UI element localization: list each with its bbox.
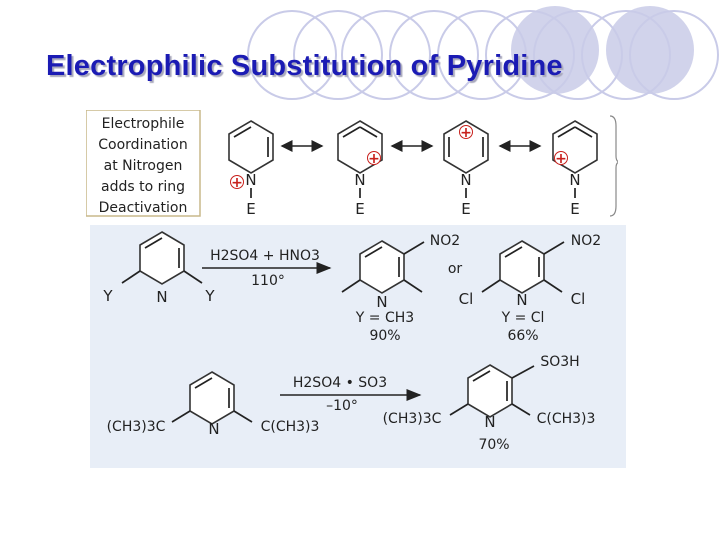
note-line: at Nitrogen [103,158,183,174]
or-label: or [447,261,463,277]
note-line: Deactivation [98,200,188,216]
plus-sign: + [368,151,380,167]
electrophile-label: E [461,200,471,218]
product-yield: 66% [507,328,539,344]
reagent-line-1: H2SO4 + HNO3 [210,248,320,264]
reactant-2 [107,372,320,438]
electrophile-label: E [355,200,365,218]
note-line: adds to ring [100,179,186,195]
resonance-structure-1 [229,121,273,218]
electrophile-label: E [246,200,256,218]
substituent-label: C(CH3)3 [260,419,320,435]
substituent-label: Cl [458,290,474,308]
nitrogen-label: N [354,171,366,189]
substituent-label: Y [103,287,113,305]
nitrogen-label: N [156,288,168,306]
substituent-label: Cl [570,290,586,308]
product-yield: 90% [369,328,401,344]
reagent-line-2: 110° [251,273,285,289]
plus-sign: + [555,151,567,167]
note-line: Electrophile [101,116,185,132]
substituent-label: Y [205,287,215,305]
nitrogen-label: N [245,171,257,189]
nitrogen-label: N [569,171,581,189]
reagent-line-1: H2SO4 • SO3 [292,375,388,391]
electrophile-label: E [570,200,580,218]
reactions-panel [90,225,626,468]
nitrogen-label: N [516,291,528,309]
deco-ring-filled [606,6,694,94]
nitrogen-label: N [376,293,388,311]
plus-sign: + [460,125,472,141]
product-group-label: NO2 [429,233,461,249]
substituent-label: (CH3)3C [382,411,442,427]
nitrogen-label: N [208,420,220,438]
product-group-label: NO2 [570,233,602,249]
product-yield: 70% [478,437,510,453]
resonance-structure-3 [444,121,488,218]
resonance-panel [86,110,618,220]
plus-sign: + [231,175,243,191]
substituent-label: (CH3)3C [106,419,166,435]
product-c [383,354,596,453]
resonance-structure-2 [338,121,382,218]
product-b [459,233,602,344]
product-condition: Y = Cl [501,310,545,326]
reactant-1 [102,232,215,306]
note-line: Coordination [98,137,188,153]
slide-title: Electrophilic Substitution of Pyridine [46,50,563,82]
nitrogen-label: N [460,171,472,189]
substituent-label: C(CH3)3 [536,411,596,427]
resonance-structure-4 [553,121,597,218]
product-group-label: SO3H [540,354,580,370]
product-condition: Y = CH3 [355,310,415,326]
reagent-line-2: –10° [326,398,358,414]
nitrogen-label: N [484,413,496,431]
product-a [342,233,460,344]
resonance-bracket [610,116,618,216]
